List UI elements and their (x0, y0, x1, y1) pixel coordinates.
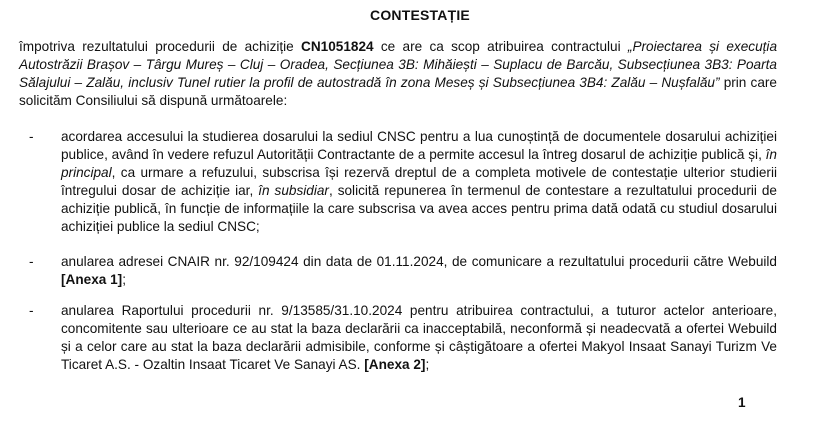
document-title: CONTESTAȚIE (370, 7, 470, 23)
intro-text-1: împotriva rezultatului procedurii de achiziție (19, 39, 302, 54)
page-number: 1 (738, 395, 746, 410)
item-text-end: ; (122, 272, 126, 287)
procedure-code: CN1051824 (301, 39, 374, 54)
intro-text-2: ce are ca scop atribuirea contractului (373, 39, 628, 54)
item-text-end: ; (425, 357, 430, 372)
item-text: anularea adresei CNAIR nr. 92/109424 din data de 01.11.2024, de comunicare a rezultatului procedurii către Webuild (61, 254, 777, 269)
annex-reference: [Anexa 1] (61, 272, 123, 287)
list-item-access-request (61, 128, 777, 236)
item-text: , ca urmare a refuzului, subscrisa își rezervă dreptul de a completa motivele de contestație ulterior studierii întregului dosar de achiziție iar, (61, 165, 777, 198)
item-text: , solicită repunerea în termenul de contestare a rezultatului procedurii de achiziție publică, în funcție de informațiile la care subscrisa va avea acces pentru prima dată odată cu studiul dosarului achiziției publice la sediul CNSC; (61, 183, 777, 234)
item-text: acordarea accesului la studierea dosarului la sediul CNSC pentru a lua cunoștință de documentele dosarului achiziției publice, având în vedere refuzul Autorității Contractante de a permite accesul la întreg dosarul de achiziție publică și, (61, 129, 777, 162)
contract-name: „Proiectarea și execuția Autostrăzii Brașov – Târgu Mureș – Cluj – Oradea, Secțiunea 3B: Mihăiești – Suplacu de Barcău, Subsecțiunea 3B3: Poarta Sălajului – Zalău, inclusiv Tunel rutier la profil de autostradă în zona Meseș și Subsecțiunea 3B4: Zalău – Nușfalău” (19, 39, 777, 90)
annex-reference: [Anexa 2] (364, 357, 426, 372)
list-item-annul-report (61, 302, 777, 374)
list-bullet: - (29, 254, 34, 269)
item-text: anularea Raportului procedurii nr. 9/13585/31.10.2024 pentru atribuirea contractului, a tuturor actelor anterioare, concomitente sau ulterioare ce au stat la baza declarării ca inacceptabilă, neconformă și neadecvată a ofertei Webuild și a celor care au stat la baza declarării admisibile, conforme și câștigătoare a ofertei Makyol Insaat Sanayi Turizm Ve Ticaret A.S. - Ozaltin Insaat Ticaret Ve Sanayi AS. (61, 303, 777, 372)
item-italic-principal: în principal (61, 147, 777, 180)
intro-paragraph (19, 38, 777, 110)
list-item-annul-address (61, 253, 777, 289)
list-bullet: - (29, 129, 34, 144)
item-italic-subsidiary: în subsidiar (258, 183, 329, 198)
intro-text-3: prin care solicităm Consiliului să dispună următoarele: (19, 75, 777, 108)
list-bullet: - (29, 303, 34, 318)
